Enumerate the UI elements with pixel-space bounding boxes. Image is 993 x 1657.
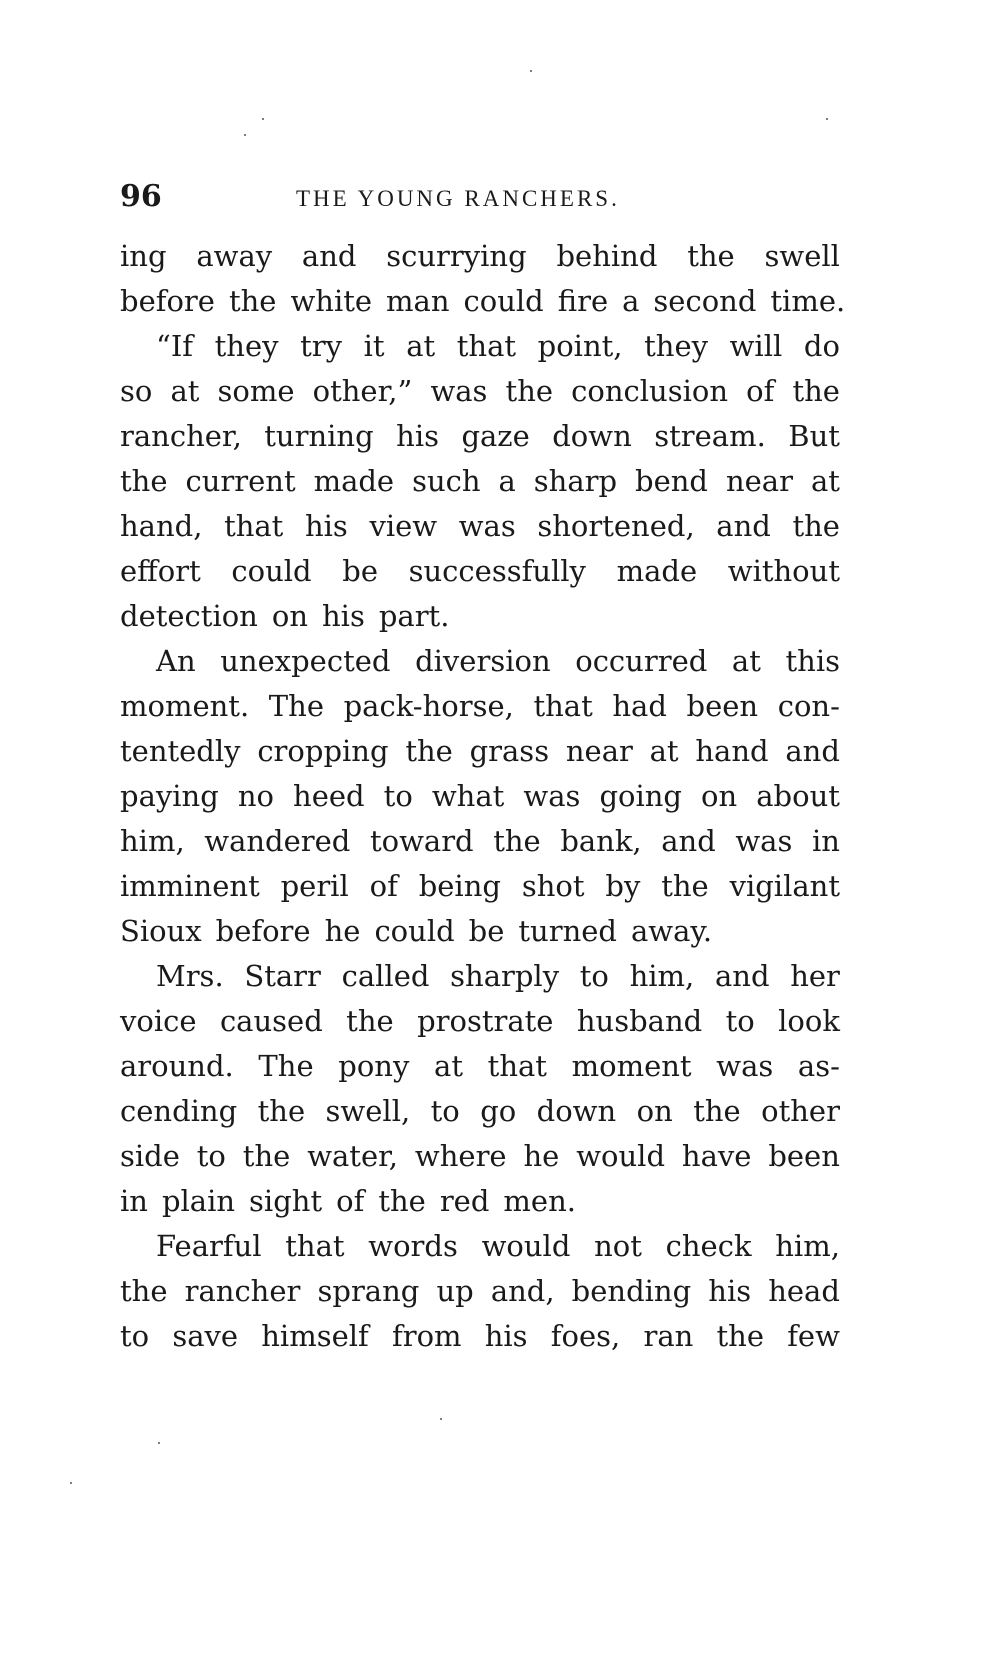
word: pony <box>338 1049 410 1083</box>
word: moment. <box>120 689 250 723</box>
word: him, <box>775 1229 840 1263</box>
text-line <box>120 729 840 774</box>
text-line <box>120 639 840 684</box>
text-line <box>120 954 840 999</box>
word: down <box>552 419 632 453</box>
text-line <box>120 459 840 504</box>
word: that <box>456 329 517 363</box>
word: bend <box>635 464 708 498</box>
word: go <box>480 1094 517 1128</box>
word: not <box>594 1229 642 1263</box>
word: away. <box>631 914 713 948</box>
word: the <box>120 464 168 498</box>
word: conclusion <box>571 374 729 408</box>
word: of <box>369 869 398 903</box>
word: white <box>290 284 373 318</box>
page-number: 96 <box>120 179 162 214</box>
word: and <box>716 509 771 543</box>
word: bank, <box>560 824 642 858</box>
word: of <box>746 374 775 408</box>
word: rancher <box>184 1274 301 1308</box>
word: bending <box>571 1274 692 1308</box>
word: shortened, <box>537 509 695 543</box>
running-title: THE YOUNG RANCHERS. <box>296 186 620 211</box>
word: him, <box>120 824 185 858</box>
word: was <box>735 824 793 858</box>
word: diversion <box>415 644 551 678</box>
text-line <box>120 594 840 639</box>
word: could <box>231 554 312 588</box>
word: in <box>811 824 840 858</box>
text-line <box>120 774 840 819</box>
word: But <box>788 419 840 453</box>
word: gaze <box>461 419 530 453</box>
word: other,” <box>312 374 413 408</box>
text-line <box>120 864 840 909</box>
word: so <box>120 374 153 408</box>
word: the <box>716 1319 764 1353</box>
word: had <box>612 689 667 723</box>
word: being <box>418 869 501 903</box>
word: made <box>313 464 395 498</box>
word: sharp <box>533 464 618 498</box>
word: called <box>341 959 430 993</box>
word: peril <box>280 869 349 903</box>
word: cropping <box>257 734 389 768</box>
text-line <box>120 1134 840 1179</box>
scan-speck <box>440 1418 442 1420</box>
word: his <box>708 1274 752 1308</box>
word: the <box>242 1139 291 1173</box>
word: “If <box>156 329 194 363</box>
word: plain <box>161 1184 236 1218</box>
text-line <box>120 549 840 594</box>
word: swell, <box>325 1094 411 1128</box>
word: save <box>172 1319 239 1353</box>
text-line <box>120 234 840 279</box>
word: it <box>363 329 385 363</box>
word: time. <box>770 284 846 318</box>
word: was <box>523 779 581 813</box>
word: was <box>430 374 488 408</box>
scan-speck <box>530 70 532 72</box>
word: occurred <box>575 644 708 678</box>
word: his <box>484 1319 528 1353</box>
word: prostrate <box>417 1004 554 1038</box>
word: in <box>120 1184 148 1218</box>
word: behind <box>556 239 658 273</box>
word: the <box>693 1094 741 1128</box>
word: his <box>304 509 348 543</box>
word: the <box>228 284 277 318</box>
word: the <box>378 1184 426 1218</box>
word: vigilant <box>729 869 840 903</box>
word: from <box>391 1319 462 1353</box>
word: at <box>810 464 840 498</box>
word: look <box>778 1004 840 1038</box>
word: The <box>258 1049 314 1083</box>
word: second <box>653 284 757 318</box>
word: made <box>616 554 698 588</box>
word: to <box>196 1139 226 1173</box>
word: by <box>605 869 641 903</box>
word: current <box>185 464 296 498</box>
word: sprang <box>317 1274 420 1308</box>
word: of <box>336 1184 365 1218</box>
word: detection <box>120 599 258 633</box>
word: they <box>214 329 279 363</box>
word: Sioux <box>120 914 202 948</box>
text-line <box>120 324 840 369</box>
word: few <box>787 1319 840 1353</box>
word: would <box>576 1139 666 1173</box>
word: rancher, <box>120 419 242 453</box>
word: head <box>768 1274 840 1308</box>
word: be <box>342 554 378 588</box>
word: the <box>792 374 840 408</box>
text-line <box>120 1314 840 1359</box>
word: try <box>300 329 343 363</box>
word: a <box>622 284 640 318</box>
word: such <box>412 464 481 498</box>
word: con- <box>777 689 840 723</box>
word: this <box>785 644 840 678</box>
word: men. <box>503 1184 576 1218</box>
word: toward <box>369 824 474 858</box>
word: the <box>493 824 541 858</box>
word: and <box>785 734 840 768</box>
word: no <box>237 779 274 813</box>
word: swell <box>764 239 840 273</box>
word: before <box>120 284 215 318</box>
word: part. <box>378 599 450 633</box>
word: himself <box>261 1319 369 1353</box>
word: the <box>505 374 554 408</box>
word: on <box>636 1094 673 1128</box>
word: her <box>790 959 840 993</box>
word: do <box>803 329 840 363</box>
word: ran <box>643 1319 694 1353</box>
word: tentedly <box>120 734 241 768</box>
word: water, <box>307 1139 399 1173</box>
word: to <box>383 779 413 813</box>
word: and, <box>490 1274 555 1308</box>
word: was <box>716 1049 774 1083</box>
word: check <box>665 1229 752 1263</box>
word: unexpected <box>220 644 391 678</box>
word: cending <box>120 1094 238 1128</box>
word: Fearful <box>156 1229 262 1263</box>
word: heed <box>293 779 365 813</box>
word: that <box>224 509 284 543</box>
word: at <box>434 1049 463 1083</box>
scan-speck <box>826 118 828 120</box>
word: and <box>714 959 770 993</box>
word: on <box>701 779 738 813</box>
word: successfully <box>408 554 586 588</box>
word: they <box>644 329 708 363</box>
text-line <box>120 819 840 864</box>
word: his <box>322 599 365 633</box>
text-line <box>120 279 846 324</box>
word: a <box>498 464 516 498</box>
word: near <box>725 464 793 498</box>
word: red <box>439 1184 490 1218</box>
word: he <box>324 914 361 948</box>
word: view <box>369 509 438 543</box>
word: An <box>156 644 196 678</box>
word: at <box>406 329 436 363</box>
word: some <box>217 374 295 408</box>
word: side <box>120 1139 180 1173</box>
word: The <box>268 689 324 723</box>
word: about <box>756 779 840 813</box>
text-line <box>120 414 840 459</box>
word: turned <box>518 914 617 948</box>
text-line <box>120 1044 840 1089</box>
word: fire <box>557 284 609 318</box>
word: hand <box>695 734 769 768</box>
word: near <box>565 734 633 768</box>
word: the <box>257 1094 306 1128</box>
word: the <box>661 869 709 903</box>
word: husband <box>576 1004 703 1038</box>
word: the <box>120 1274 168 1308</box>
word: down <box>536 1094 617 1128</box>
text-line <box>120 909 840 954</box>
word: away <box>196 239 273 273</box>
word: effort <box>120 554 201 588</box>
body-text <box>120 234 846 1359</box>
word: been <box>768 1139 840 1173</box>
word: and <box>301 239 357 273</box>
word: words <box>368 1229 458 1263</box>
word: been <box>686 689 759 723</box>
text-line <box>120 1224 840 1269</box>
word: ing <box>120 239 167 273</box>
word: would <box>481 1229 571 1263</box>
word: him, <box>629 959 695 993</box>
word: the <box>687 239 735 273</box>
word: be <box>468 914 505 948</box>
word: around. <box>120 1049 234 1083</box>
word: could <box>463 284 544 318</box>
word: paying <box>120 779 219 813</box>
word: to <box>430 1094 460 1128</box>
word: to <box>725 1004 755 1038</box>
word: the <box>346 1004 394 1038</box>
word: point, <box>537 329 623 363</box>
word: where <box>414 1139 507 1173</box>
word: on <box>271 599 308 633</box>
scan-speck <box>262 118 264 120</box>
word: will <box>729 329 783 363</box>
word: without <box>727 554 840 588</box>
word: what <box>431 779 505 813</box>
text-line <box>120 504 840 549</box>
text-line <box>120 684 840 729</box>
text-line <box>120 999 840 1044</box>
word: the <box>792 509 840 543</box>
word: before <box>215 914 311 948</box>
word: hand, <box>120 509 203 543</box>
word: foes, <box>550 1319 621 1353</box>
scan-speck <box>70 1482 72 1484</box>
scan-speck <box>158 1442 160 1444</box>
word: imminent <box>120 869 260 903</box>
word: turning <box>264 419 374 453</box>
word: pack-horse, <box>343 689 514 723</box>
word: going <box>599 779 682 813</box>
word: grass <box>469 734 550 768</box>
word: scurrying <box>386 239 527 273</box>
page-header <box>120 175 840 219</box>
word: and <box>661 824 716 858</box>
word: Mrs. <box>156 959 224 993</box>
word: Starr <box>244 959 321 993</box>
word: the <box>405 734 453 768</box>
text-line <box>120 1089 840 1134</box>
word: have <box>681 1139 752 1173</box>
word: caused <box>219 1004 323 1038</box>
word: man <box>386 284 450 318</box>
word: his <box>396 419 439 453</box>
word: as- <box>797 1049 840 1083</box>
word: at <box>649 734 679 768</box>
word: to <box>120 1319 150 1353</box>
word: sight <box>249 1184 323 1218</box>
word: moment <box>571 1049 692 1083</box>
word: shot <box>521 869 585 903</box>
scan-speck <box>244 134 246 136</box>
word: at <box>731 644 761 678</box>
word: voice <box>120 1004 197 1038</box>
word: that <box>487 1049 547 1083</box>
word: stream. <box>654 419 766 453</box>
word: that <box>285 1229 345 1263</box>
word: at <box>170 374 200 408</box>
word: up <box>436 1274 474 1308</box>
word: to <box>579 959 609 993</box>
word: that <box>533 689 593 723</box>
text-line <box>120 1269 840 1314</box>
word: he <box>523 1139 560 1173</box>
text-line <box>120 1179 840 1224</box>
word: was <box>458 509 516 543</box>
text-line <box>120 369 840 414</box>
word: wandered <box>204 824 351 858</box>
word: could <box>374 914 455 948</box>
word: other <box>761 1094 840 1128</box>
word: sharply <box>450 959 560 993</box>
